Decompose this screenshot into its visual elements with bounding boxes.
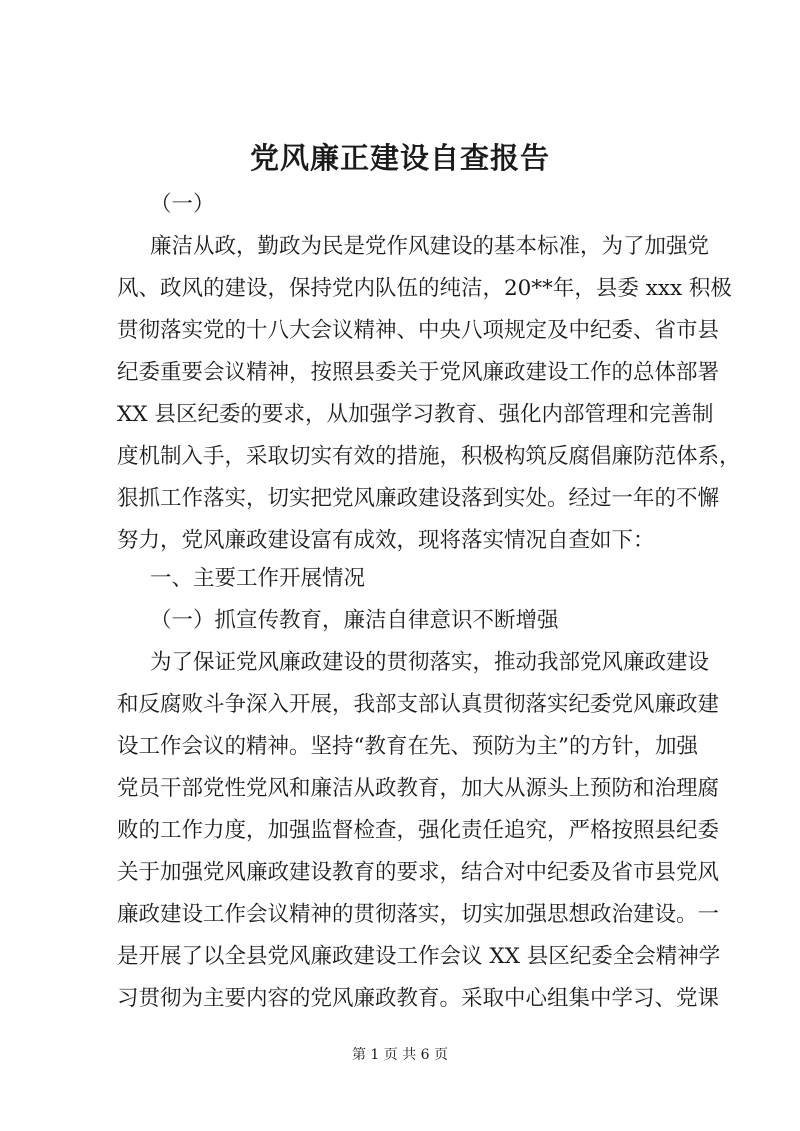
body-line: 风、政风的建设，保持党内队伍的纯洁，20**年，县委 xxx 积极 [117, 276, 732, 301]
body-line: 努力，党风廉政建设富有成效，现将落实情况自查如下： [117, 528, 655, 553]
body-line: 狠抓工作落实，切实把党风廉政建设落到实处。经过一年的不懈 [117, 486, 720, 511]
section-heading: 一、主要工作开展情况 [150, 566, 366, 591]
body-line: 习贯彻为主要内容的党风廉政教育。采取中心组集中学习、党课 [117, 986, 720, 1011]
body-line: XX 县区纪委的要求，从加强学习教育、强化内部管理和完善制 [117, 402, 714, 427]
subsection-heading: （一）抓宣传教育，廉洁自律意识不断增强 [150, 608, 559, 633]
body-line: 是开展了以全县党风廉政建设工作会议 XX 县区纪委全会精神学 [117, 944, 721, 969]
page-footer: 第 1 页 共 6 页 [351, 1047, 449, 1063]
body-line: 廉政建设工作会议精神的贯彻落实，切实加强思想政治建设。一 [117, 902, 720, 927]
section-marker: （一） [150, 192, 215, 217]
body-line: 纪委重要会议精神，按照县委关于党风廉政建设工作的总体部署 [117, 360, 720, 385]
document-title: 党风廉正建设自查报告 [249, 141, 550, 175]
body-line: 度机制入手，采取切实有效的措施，积极构筑反腐倡廉防范体系， [117, 444, 741, 469]
body-line: 为了保证党风廉政建设的贯彻落实，推动我部党风廉政建设 [150, 650, 710, 675]
body-line: 贯彻落实党的十八大会议精神、中央八项规定及中纪委、省市县 [117, 318, 720, 343]
body-line: 设工作会议的精神。坚持“教育在先、预防为主”的方针，加强 [117, 734, 698, 759]
body-line: 败的工作力度，加强监督检查，强化责任追究，严格按照县纪委 [117, 818, 720, 843]
body-line: 关于加强党风廉政建设教育的要求，结合对中纪委及省市县党风 [117, 860, 720, 885]
body-line: 党员干部党性党风和廉洁从政教育，加大从源头上预防和治理腐 [117, 776, 720, 801]
body-line: 廉洁从政，勤政为民是党作风建设的基本标准，为了加强党 [150, 234, 710, 259]
body-line: 和反腐败斗争深入开展，我部支部认真贯彻落实纪委党风廉政建 [117, 692, 720, 717]
